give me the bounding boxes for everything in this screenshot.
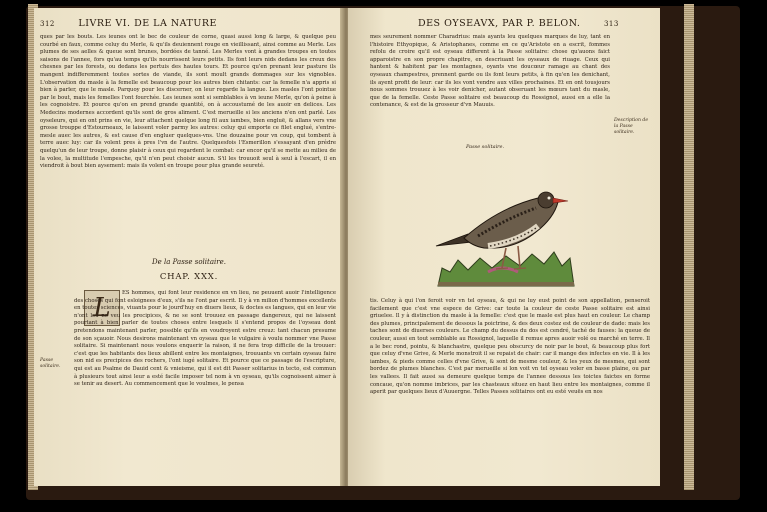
right-page-running-title: DES OYSEAVX, PAR P. BELON. [418, 18, 581, 29]
paragraph: mes seurement nommer Charadrius: mais ayants leu quelques marques de luy, tant en l'histoire Ethyopique, & Aristophanes, comme en ce qu'Aristote en a escrit, fommes refolu de croire qu'il est oyseau different à la Passe solitaire: chose qu'auons faict apparoistre en son propre chapitre, en descriuant les oyseaux de riuage. Ceux qui hantent & habitent par les montagnes, oyants vne doucœur ramage au chant des oyseaux champestres, prennent garde ou ils font leurs petits, à fin qu'en les denichant, ils ayent profit de leur: car ils les vont vendre aux villes prochaines. Et en ont tousjours nous sommes trouuez à les voir denicher, autant obseruant les mœurs tant du masle, que de la femelle. Ceste Passe solitaire est beaucoup du Rossignol, aussi en a elle la contenance, & est de la grosseur d'vn Mauuis. [370, 34, 610, 109]
right-page-body-top [370, 34, 610, 142]
left-page-body-bottom [74, 290, 336, 484]
left-margin-note: Passe solitaire. [40, 358, 61, 369]
right-page-edge [684, 4, 694, 490]
bird-illustration [428, 168, 588, 293]
grass-mound [438, 252, 574, 286]
left-page-header [40, 18, 217, 29]
paragraph: ques par les bouts. Les ieunes ont le bec de couleur de corne, quasi aussi long & large, & quelque peu courbé en faux, comme celuy du Merle, & qu'ils deuiennent rouge en vieillissant, ainsi comme au Merle. Les plumes de ses aelles & queue sont brunes, bordées de tanné. Les Merles vont à grandes troupes en toutes saisons de l'annee, fors qu'au temps qu'ils nourrissent leurs petits. Ils font leurs nids dedans les creux des chesnes par les forests, ou dedans les pertuis des hautes tours. Et pource qu'en prenant leur pasture ils mangent indifferemment toutes sortes de viande, ils sont moult grands dommages sur les vignobles. L'observation du masle à la femelle est beaucoup pour les autres bien chitants: car la femelle n'a appris si bien à parler, que le masle. Parquoy pour les discerner, on leur regarde la langue. Les masles l'ont pointue par le bout, mais les femelles l'ont fourchée. Les ieunes sont si semblables à vn ieune Merle, qu'on à peine à les cognoistre. Et pource qu'on en prend grande quantité, on à accoustumé de les auoir en delices. Les Medecins modernes accordent qu'ils sont de gros aliment. C'est merueille si les anciens n'en ont parlé. Les oyseleurs, qui en ont prins en vie, leur attachent quelque long fil aux iambes, bien engluë, & allans vers vne grosse trouppe d'Estourneaux, le laissent voler parmy les autres: celuy qui emporte ce filet englué, s'entre-mesle auec les autres, & est cause d'en engluer quelques-vns. Une douzaine pour vn coup, qui tombent à terre auec luy: car ils volent pres à pres l'vn de l'autre. Quelquesfois l'Esmerillon s'essayant d'en prédre quelqu'un de leur troupe, donne plaisir à ceux qui regardent le combat: car encor qu'il se mette au milieu de la volee, la multitude l'empesche, qu'il n'en peut choisir aucun. S'il les trouuoit seul à seul à l'escart, il en viendroit à bout bien aysement: mais ils volent en troupe pour plus grande seureté. [40, 34, 336, 170]
paragraph: tis. Celuy à qui l'on feroit voir vn tel oyseau, & qui ne luy eust point de son appellation, penseroit facilement que c'est vne espece de Grive: car toute la couleur de ceste Passe solitaire est ainsi griuelee. Il y à distinction du masle à la femelle: c'est que le masle est plus haut en couleur. Le champ des plumes, principalement de dessous la poictrine, & des deux costez est de couleur de dade: mais les taches sont de diuerses couleurs. Le champ du dessus du dos est cendré, taché de fauses: la queue de couleur, aussi en tout semblable au Rossignol, laquelle il remue apres auoir volé ou marché en terre. Il a le bec rond, pointu, & blanchastre, quelque peu obscurcy de noir par le bout, & beaucoup plus fort que celuy d'vne Grive, & Merle monstroit il se repaist de chair: car il mange des infectes en vie. Il à les iambes, & pieds comme celles d'vne Grive, & sont de mesme couleur, & les yeux de mesmes, qui sont bordez de plumes blanches. C'est par merueille si lon voit vn tel oyseau voler en basse plaine, ou par les vallees. Il fait aussi sa demeure quelque temps de l'annee dessous les toictes faictes en forme concaue, qu'on nomme imbrices, par les chasteaux situez en haut lieu entre les montaignes, comme il aperit par quelques lieux d'Auuergne. Telles Passes solitaires ont eu esté veuës en nos [370, 298, 650, 396]
decorated-initial-letter: L [93, 293, 111, 323]
left-page-running-title: LIVRE VI. DE LA NATURE [78, 18, 217, 29]
right-page-header [418, 18, 619, 29]
section-title: De la Passe solitaire. [152, 258, 226, 266]
left-page-body-top [40, 34, 336, 248]
paragraph: ES hommes, qui font leur residence en vn lieu, ne peuuent auoir l'intelligence des choses qui font esloignees d'eux, s'ils ne l'ont par escrit. Il y à vn milion d'hommes excellents en toutes sciences, viuants pour le jourd'huy en diuers lieux, & doctes es langues, qui en leur vie n'ont leu ne veu les precipices, & ne se sont trouuez en passage dangereux, qui ne laissent pourtant à bien parler de toutes choses entre lesquels il s'entend propos de l'oyseau dont pretendons maintenant parler, possible qu'ils en voudroyent estre creuz: tant chacun presume de son sçauoir. Nous desirons maintenant vn oyseau que le vulgaire à voulu nommer vne Passe solitaire. Si maintenant nous voulons enquerir la raison, il ne fera trop difficile de la trouuer: c'est que les habitants des lieux abillent entre les montaignes, trouuants vn certain oyseau faire son nid es precipices des rochers, l'ont iugé solitaire. Et pource que ce passage de l'escripture, qui est au Psalme de Dauid cent & vnieisme, qui il est dit Passer solitarius in tecto, est commun à plusieurs tout ainsi leur a esté facile imposer tel nom à vn oyseau, qu'ils cognoissent aimer à se tenir au desert. Au commencement que le voulmes, le pensa [74, 290, 336, 388]
right-margin-note: Description de la Passe solitaire. [614, 118, 649, 135]
chapter-heading: CHAP. XXX. [159, 272, 219, 282]
right-page-number: 313 [603, 20, 619, 28]
illustration-caption: Passe solitaire. [466, 144, 505, 150]
right-page [348, 8, 660, 486]
bird-figure [436, 192, 568, 269]
right-page-body-bottom [370, 298, 650, 482]
left-page [34, 8, 344, 486]
left-page-number: 312 [40, 20, 55, 28]
